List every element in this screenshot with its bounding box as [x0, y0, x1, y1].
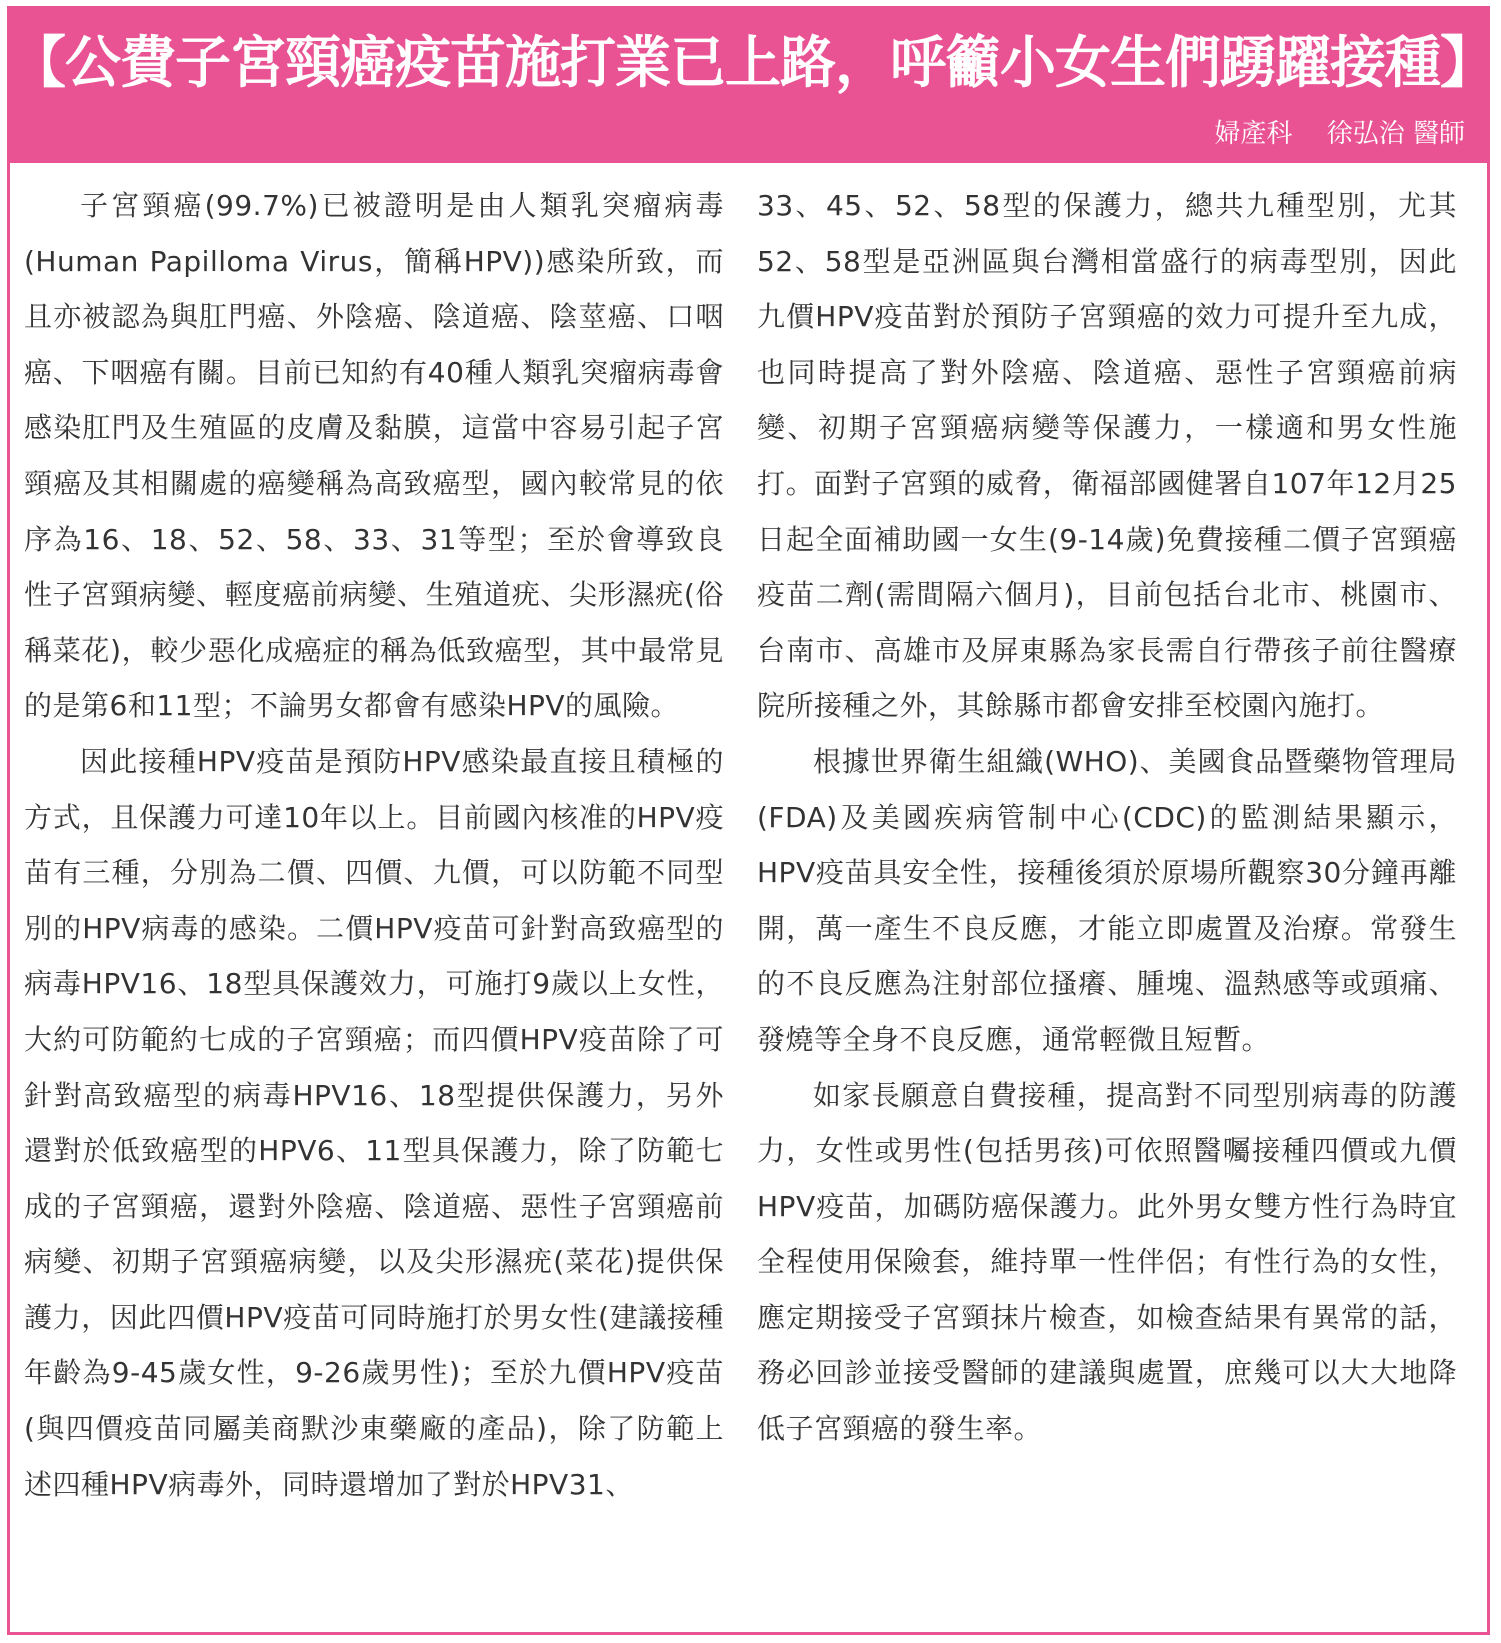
article-paragraph-1: 子宮頸癌(99.7%)已被證明是由人類乳突瘤病毒(Human Papilloma Virus，簡稱HPV))感染所致，而且亦被認為與肛門癌、外陰癌、陰道癌、陰莖癌、口咽癌、下咽癌有關。目前已知約有40種人類乳突瘤病毒會感染肛門及生殖區的皮膚及黏膜，這當中容易引起子宮頸癌及其相關處的癌變稱為高致癌型，國內較常見的依序為16、18、52、58、33、31等型；至於會導致良性子宮頸病變、輕度癌前病變、生殖道疣、尖形濕疣(俗稱菜花)，較少惡化成癌症的稱為低致癌型，其中最常見的是第6和11型；不論男女都會有感染HPV的風險。	[24, 189, 724, 723]
department-label: 婦產科	[1214, 119, 1293, 149]
article-column-left	[24, 178, 724, 1512]
article-header	[10, 9, 1495, 163]
author-label: 徐弘治 醫師	[1326, 119, 1465, 149]
article-byline	[1214, 117, 1465, 151]
article-title: 【公費子宮頸癌疫苗施打業已上路，呼籲小女生們踴躍接種】	[10, 30, 1495, 96]
article-paragraph-5: 如家長願意自費接種，提高對不同型別病毒的防護力，女性或男性(包括男孩)可依照醫囑接種四價或九價HPV疫苗，加碼防癌保護力。此外男女雙方性行為時宜全程使用保險套，維持單一性伴侶；有性行為的女性，應定期接受子宮頸抹片檢查，如檢查結果有異常的話，務必回診並接受醫師的建議與處置，庶幾可以大大地降低子宮頸癌的發生率。	[757, 1078, 1457, 1446]
article-paragraph-4: 根據世界衛生組織(WHO)、美國食品暨藥物管理局(FDA)及美國疾病管制中心(CDC)的監測結果顯示，HPV疫苗具安全性，接種後須於原場所觀察30分鐘再離開，萬一產生不良反應，才能立即處置及治療。常發生的不良反應為注射部位搔癢、腫塊、溫熱感等或頭痛、發燒等全身不良反應，通常輕微且短暫。	[757, 744, 1457, 1056]
article-paragraph-2: 因此接種HPV疫苗是預防HPV感染最直接且積極的方式，且保護力可達10年以上。目前國內核准的HPV疫苗有三種，分別為二價、四價、九價，可以防範不同型別的HPV病毒的感染。二價HPV疫苗可針對高致癌型的病毒HPV16、18型具保護效力，可施打9歲以上女性，大約可防範約七成的子宮頸癌；而四價HPV疫苗除了可針對高致癌型的病毒HPV16、18型提供保護力，另外還對於低致癌型的HPV6、11型具保護力，除了防範七成的子宮頸癌，還對外陰癌、陰道癌、惡性子宮頸癌前病變、初期子宮頸癌病變，以及尖形濕疣(菜花)提供保護力，因此四價HPV疫苗可同時施打於男女性(建議接種年齡為9-45歲女性，9-26歲男性)；至於九價HPV疫苗(與四價疫苗同屬美商默沙東藥廠的產品)，除了防範上述四種HPV病毒外，同時還增加了對於HPV31、	[24, 744, 724, 1501]
article-paragraph-3: 33、45、52、58型的保護力，總共九種型別，尤其52、58型是亞洲區與台灣相當盛行的病毒型別，因此九價HPV疫苗對於預防子宮頸癌的效力可提升至九成，也同時提高了對外陰癌、陰道癌、惡性子宮頸癌前病變、初期子宮頸癌病變等保護力，一樣適和男女性施打。面對子宮頸的威脅，衛福部國健署自107年12月25日起全面補助國一女生(9-14歲)免費接種二價子宮頸癌疫苗二劑(需間隔六個月)，目前包括台北市、桃園市、台南市、高雄市及屏東縣為家長需自行帶孩子前往醫療院所接種之外，其餘縣市都會安排至校園內施打。	[757, 189, 1457, 723]
article-column-right	[757, 178, 1457, 1457]
